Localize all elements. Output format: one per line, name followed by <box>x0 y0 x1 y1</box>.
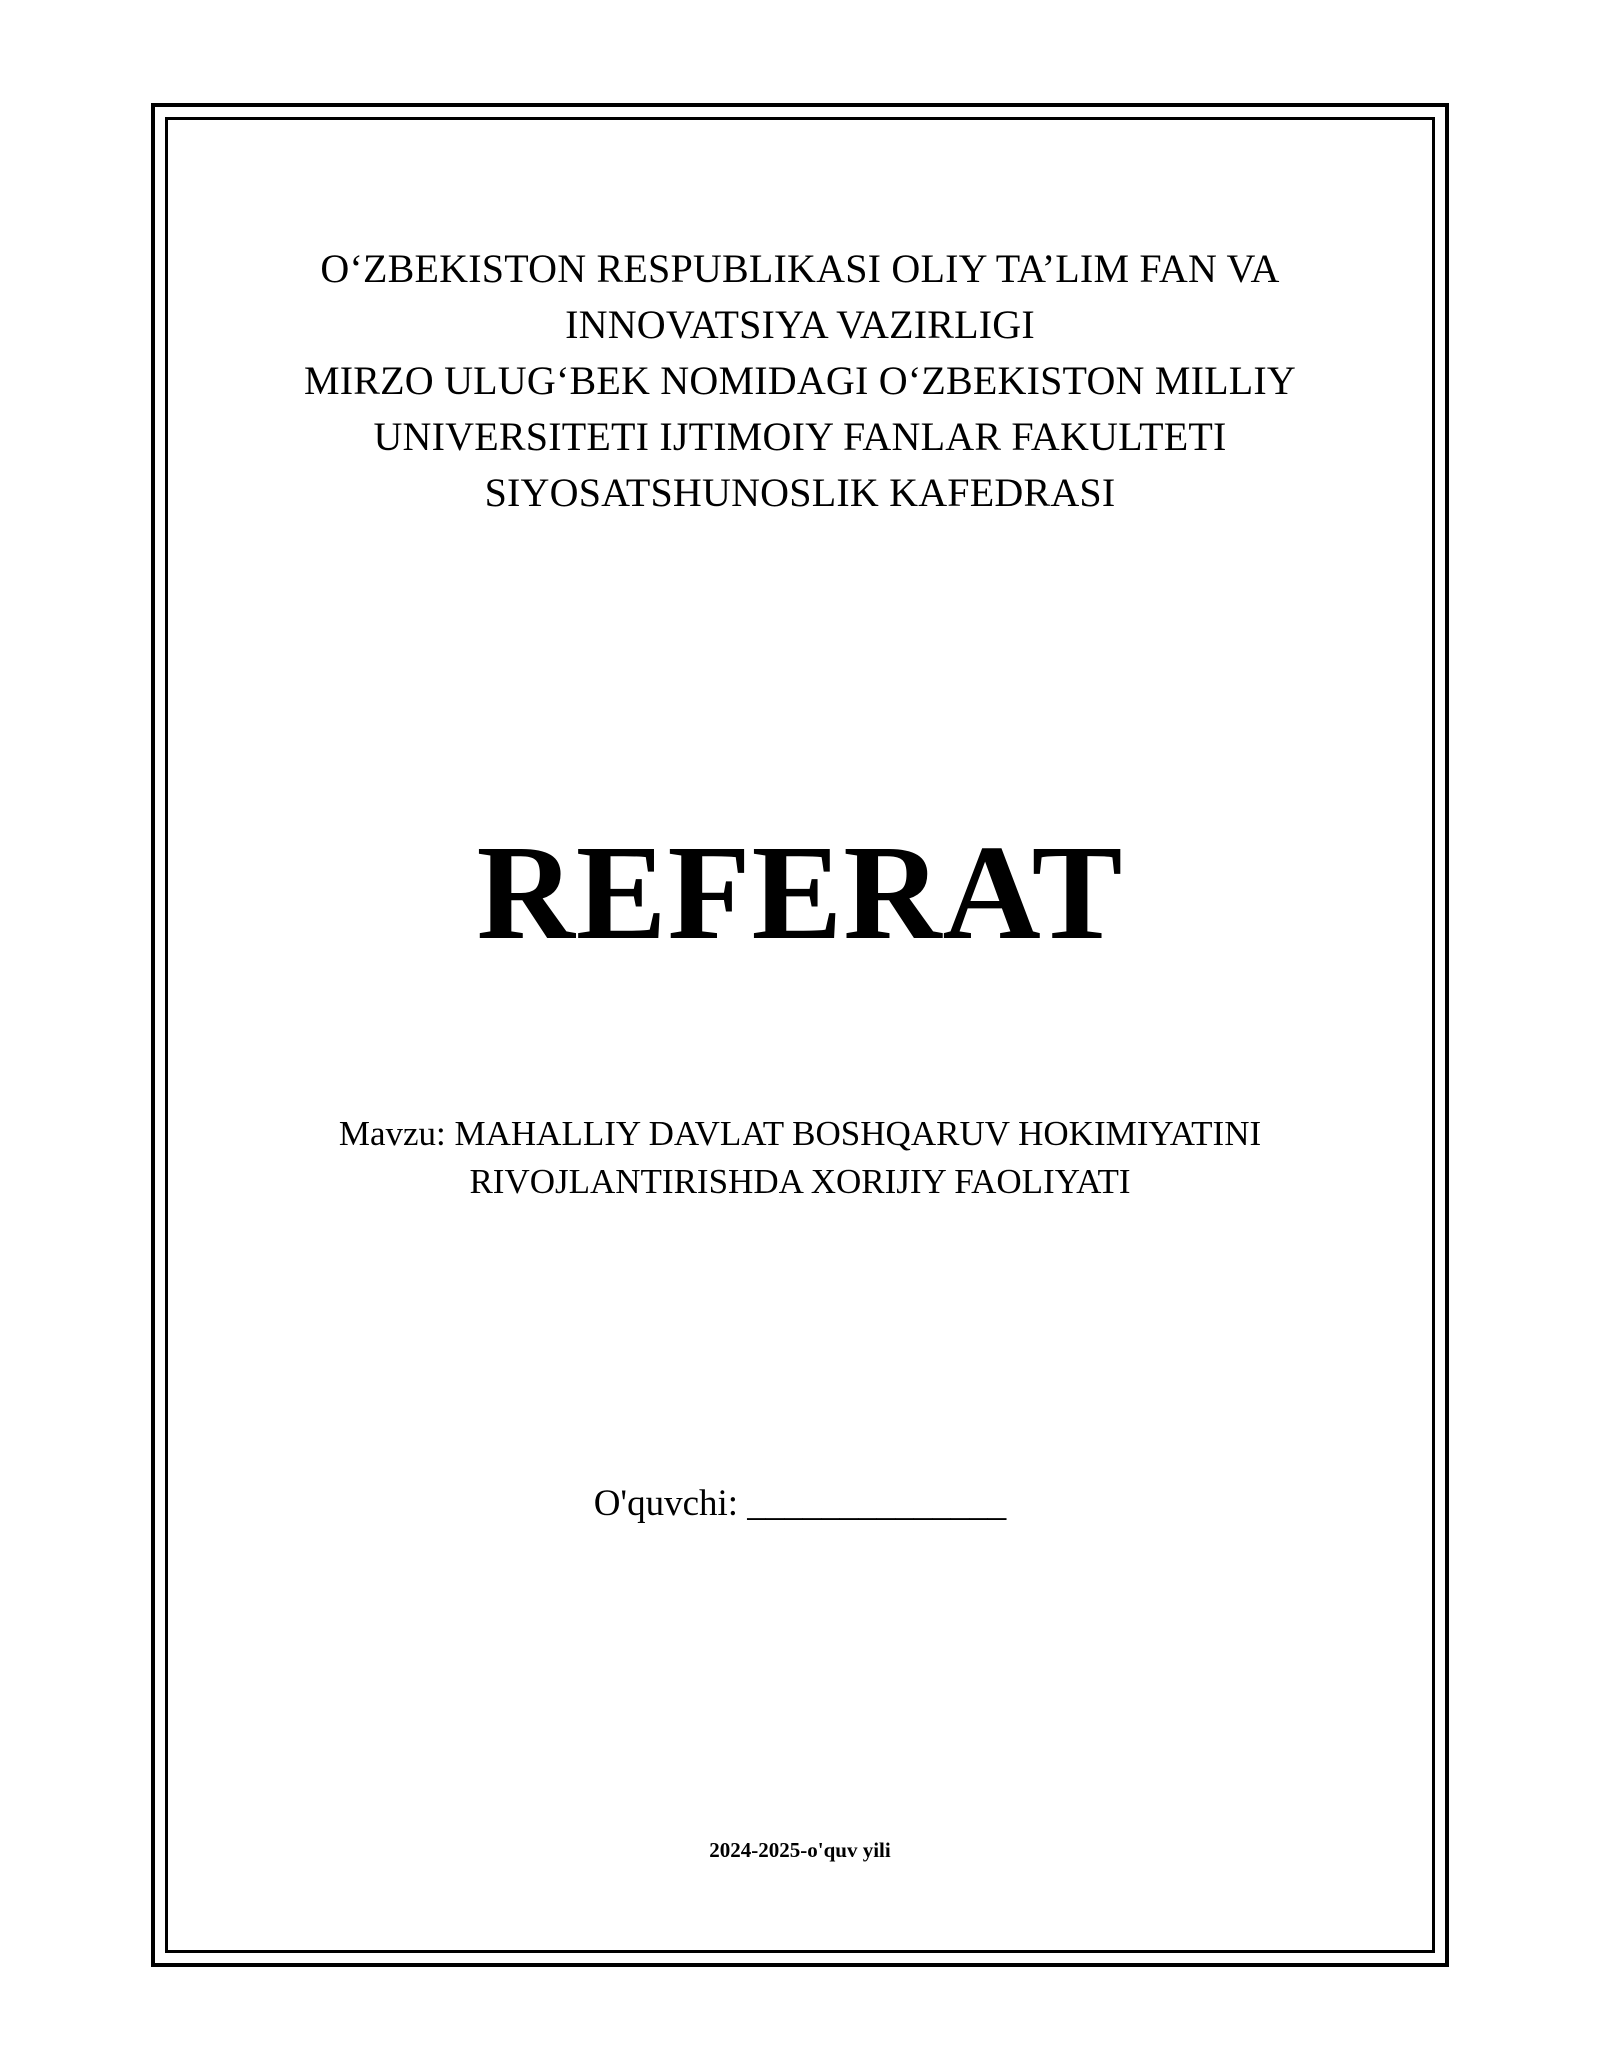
header-line: SIYOSATSHUNOSLIK KAFEDRASI <box>484 470 1116 515</box>
header-line: MIRZO ULUG‘BEK NOMIDAGI O‘ZBEKISTON MILLIY <box>304 358 1296 403</box>
header-line: O‘ZBEKISTON RESPUBLIKASI OLIY TA’LIM FAN VA <box>320 246 1280 291</box>
institution-header <box>0 241 1600 521</box>
document-title: REFERAT <box>476 818 1124 968</box>
academic-year: 2024-2025-o'quv yili <box>709 1838 891 1862</box>
topic <box>0 1110 1600 1206</box>
student-field: O'quvchi: ______________ <box>593 1483 1007 1524</box>
header-line: UNIVERSITETI IJTIMOIY FANLAR FAKULTETI <box>373 414 1227 459</box>
topic-line: RIVOJLANTIRISHDA XORIJIY FAOLIYATI <box>469 1162 1131 1201</box>
topic-line: Mavzu: MAHALLIY DAVLAT BOSHQARUV HOKIMIYATINI <box>338 1114 1262 1153</box>
header-line: INNOVATSIYA VAZIRLIGI <box>565 302 1035 347</box>
